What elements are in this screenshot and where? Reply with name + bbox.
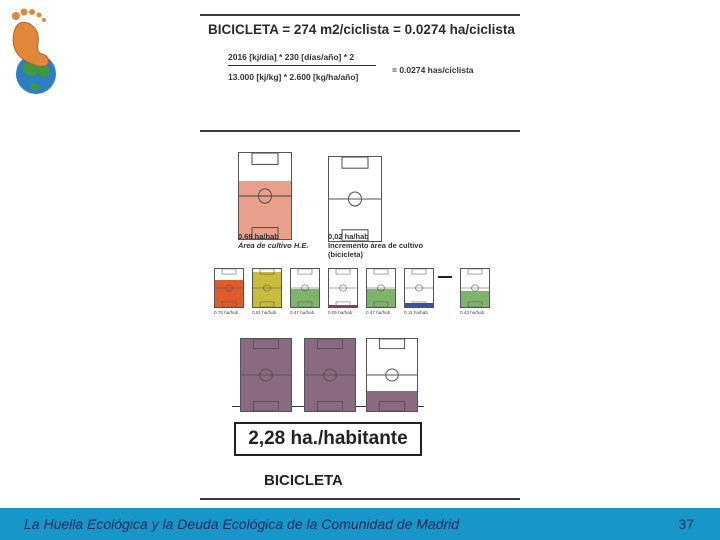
equation-result: = 0.0274 has/ciclista bbox=[392, 65, 474, 75]
caption-value: 0,02 ha/hab bbox=[328, 232, 369, 241]
caption-label: Área de cultivo H.E. bbox=[238, 241, 309, 250]
big-field-caption-1 bbox=[238, 232, 308, 250]
field-diagram bbox=[366, 268, 396, 308]
field-diagram bbox=[328, 268, 358, 308]
logo-footprint-globe-icon bbox=[4, 4, 66, 96]
footer-bar bbox=[0, 508, 720, 540]
caption-note: (bicicleta) bbox=[328, 250, 364, 259]
caption-label: Incremento área de cultivo bbox=[328, 241, 424, 250]
small-field-label: 0.91 ha/hab bbox=[252, 310, 277, 315]
fraction-bar bbox=[228, 65, 376, 66]
minus-sign bbox=[438, 276, 452, 278]
caption-value: 0,68 ha/hab bbox=[238, 232, 279, 241]
field-diagram bbox=[460, 268, 490, 308]
total-box: 2,28 ha./habitante bbox=[234, 422, 422, 456]
big-field-caption-2 bbox=[328, 232, 423, 259]
field-diagram bbox=[290, 268, 320, 308]
figure-title: BICICLETA = 274 m2/ciclista = 0.0274 ha/ciclista bbox=[208, 22, 515, 37]
field-bicycle-increment bbox=[328, 156, 382, 242]
equation-numerator: 2016 [kj/día] * 230 [días/año] * 2 bbox=[228, 52, 355, 62]
field-diagram bbox=[240, 338, 292, 412]
small-field-label: 0.05 ha/hab bbox=[328, 310, 353, 315]
top-rule bbox=[200, 14, 520, 16]
footer-title: La Huella Ecológica y la Deuda Ecológica de la Comunidad de Madrid bbox=[24, 516, 460, 532]
field-crop-area bbox=[238, 152, 292, 240]
bottom-rule bbox=[200, 498, 520, 500]
small-field-label: 0.70 ha/hab bbox=[214, 310, 239, 315]
small-field-label: 0.47 ha/hab bbox=[290, 310, 315, 315]
bicycle-footprint-figure bbox=[200, 14, 520, 502]
small-field-label: 0.47 ha/hab bbox=[366, 310, 391, 315]
page-number: 37 bbox=[678, 516, 694, 532]
equation-denominator: 13.000 [kj/kg] * 2.600 [kg/ha/año] bbox=[228, 72, 359, 82]
field-diagram bbox=[252, 268, 282, 308]
small-field-label: 0.43 ha/hab bbox=[460, 310, 485, 315]
small-field-label: 0.11 ha/hab bbox=[404, 310, 428, 315]
field-diagram bbox=[366, 338, 418, 412]
field-diagram bbox=[214, 268, 244, 308]
bicycle-label: BICICLETA bbox=[264, 472, 343, 489]
mid-rule bbox=[200, 130, 520, 132]
field-diagram bbox=[304, 338, 356, 412]
field-diagram bbox=[404, 268, 434, 308]
